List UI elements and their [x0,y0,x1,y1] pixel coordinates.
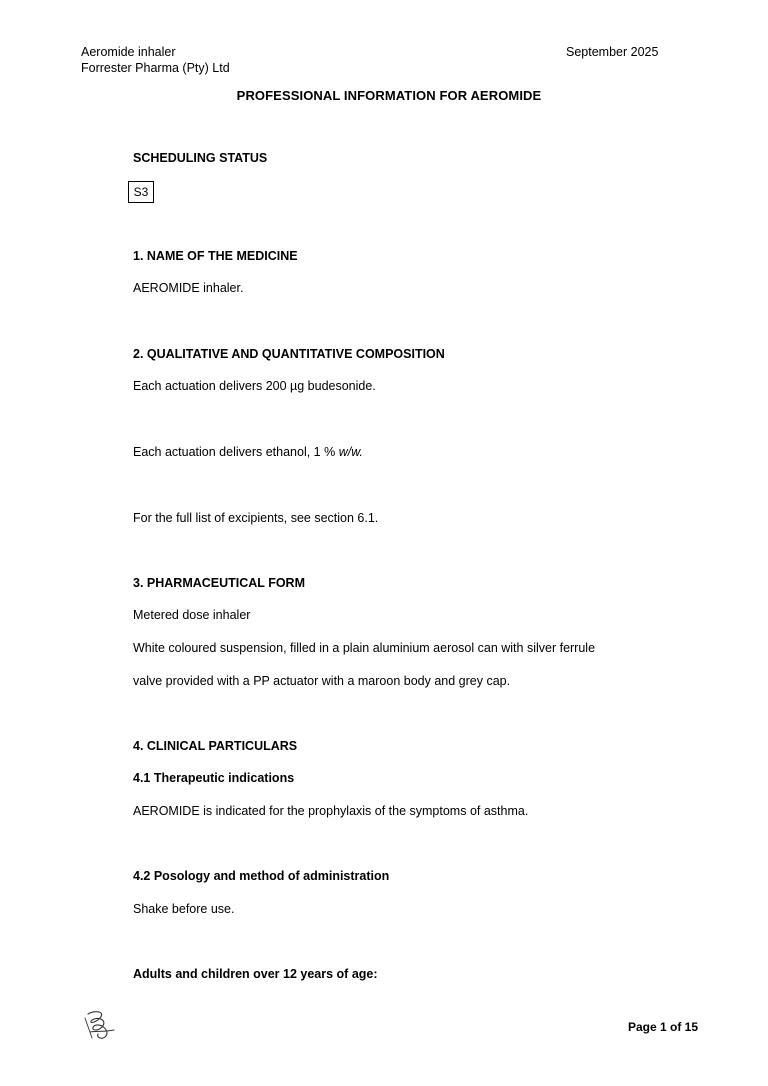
section-3-heading: 3. PHARMACEUTICAL FORM [133,576,305,590]
header-left [81,44,230,76]
section-2-paragraph-2-main: Each actuation delivers ethanol, 1 % [133,445,339,459]
section-4-2-text: Shake before use. [133,902,235,916]
section-2-paragraph-2-italic: w/w. [338,445,363,459]
section-4-heading: 4. CLINICAL PARTICULARS [133,739,298,753]
signature-icon [80,1008,118,1042]
header-company: Forrester Pharma (Pty) Ltd [81,61,230,75]
section-2-paragraph-1: Each actuation delivers 200 µg budesonide. [133,379,376,393]
section-2-paragraph-2 [133,444,363,460]
section-4-2-heading: 4.2 Posology and method of administration [133,869,390,883]
section-3-paragraph-3: valve provided with a PP actuator with a maroon body and grey cap. [133,674,511,688]
page-number: Page 1 of 15 [628,1020,699,1034]
document-title: PROFESSIONAL INFORMATION FOR AEROMIDE [236,88,542,103]
adults-heading: Adults and children over 12 years of age: [133,967,378,981]
section-3-paragraph-2: White coloured suspension, filled in a plain aluminium aerosol can with silver ferrule [133,641,596,655]
header-product: Aeromide inhaler [81,45,176,59]
section-2-heading: 2. QUALITATIVE AND QUANTITATIVE COMPOSITION [133,347,445,361]
scheduling-heading: SCHEDULING STATUS [133,151,268,165]
header-date: September 2025 [566,45,659,59]
section-3-paragraph-1: Metered dose inhaler [133,608,251,622]
section-1-text: AEROMIDE inhaler. [133,281,244,295]
scheduling-status-box: S3 [128,181,154,203]
section-4-1-heading: 4.1 Therapeutic indications [133,771,295,785]
section-2-paragraph-3: For the full list of excipients, see section 6.1. [133,511,379,525]
section-1-heading: 1. NAME OF THE MEDICINE [133,249,298,263]
section-4-1-text: AEROMIDE is indicated for the prophylaxis of the symptoms of asthma. [133,804,529,818]
